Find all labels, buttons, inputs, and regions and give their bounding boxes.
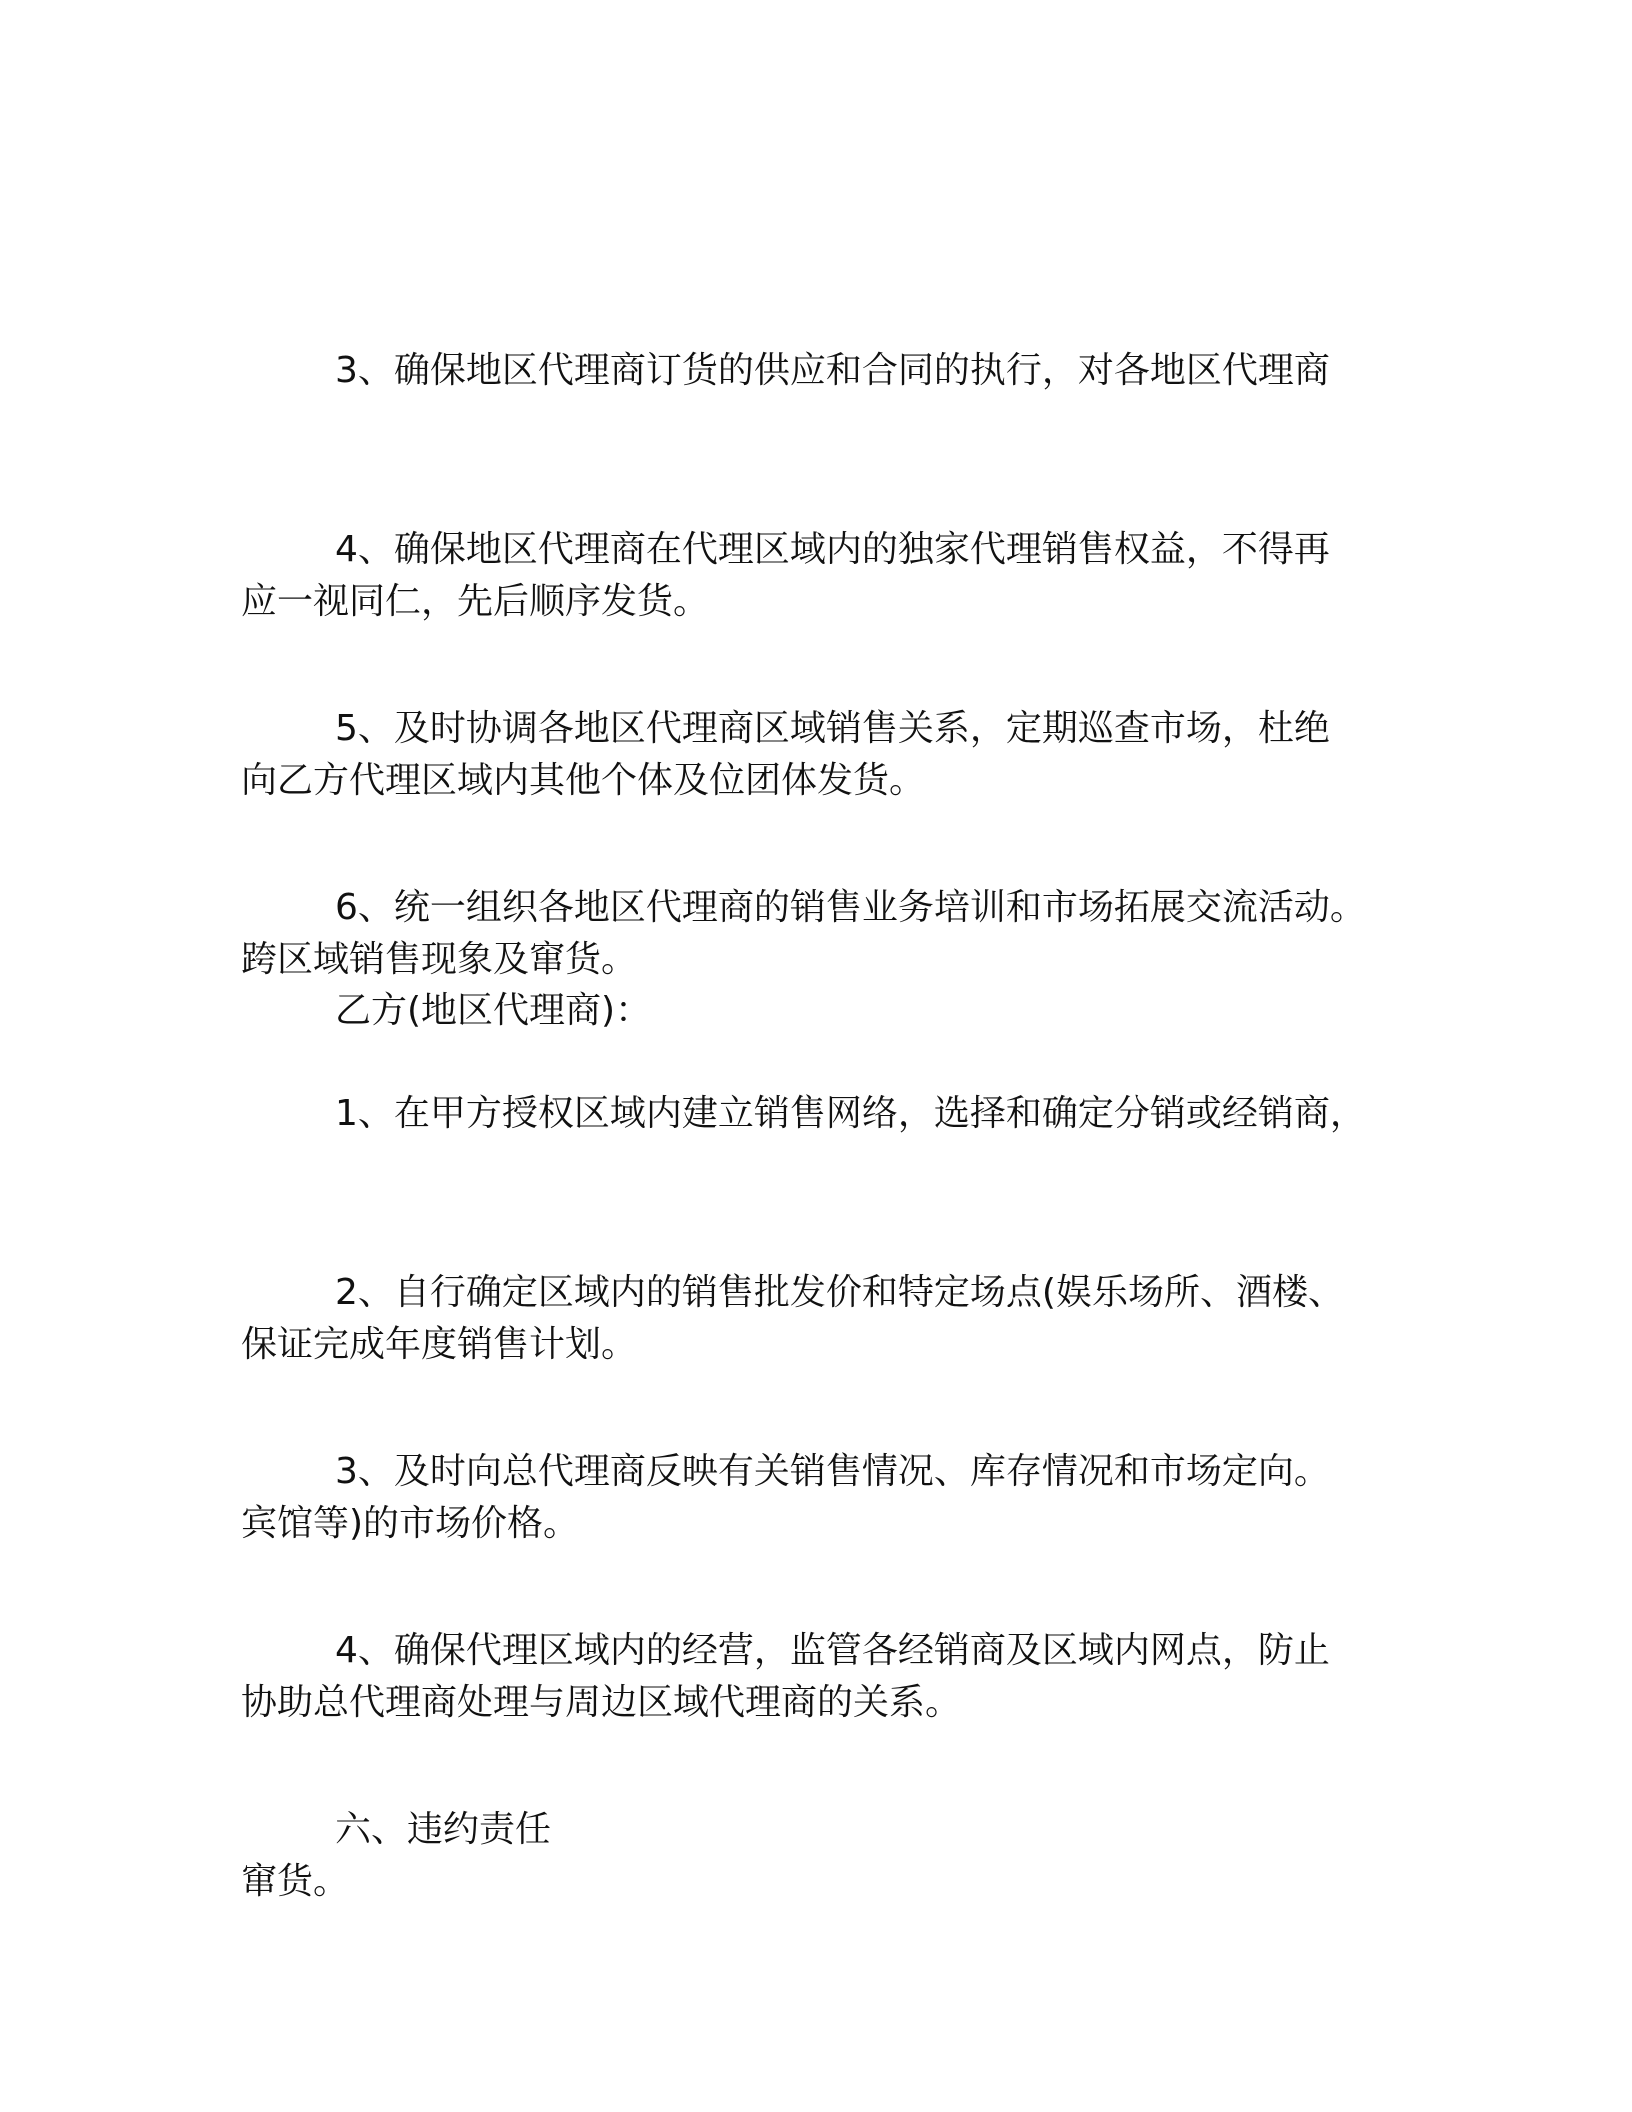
section-heading-breach-liability (241, 1637, 1381, 2022)
paragraph-line: 乙方(地区代理商)： (335, 990, 652, 1031)
paragraph-line: 窜货。 (241, 1861, 350, 1902)
paragraph-line: 协助总代理商处理与周边区域代理商的关系。 (241, 1682, 962, 1723)
paragraph-line: 1、在甲方授权区域内建立销售网络，选择和确定分销或经销商， (335, 1093, 1366, 1134)
paragraph-line: 4、确保地区代理商在代理区域内的独家代理销售权益，不得再 (335, 529, 1330, 570)
paragraph-line: 2、自行确定区域内的销售批发价和特定场点(娱乐场所、酒楼、 (335, 1272, 1344, 1313)
paragraph-line: 向乙方代理区域内其他个体及位团体发货。 (241, 760, 926, 801)
paragraph-line: 6、统一组织各地区代理商的销售业务培训和市场拓展交流活动。 (335, 887, 1366, 928)
paragraph-line: 六、违约责任 (335, 1809, 552, 1850)
paragraph-line: 3、及时向总代理商反映有关销售情况、库存情况和市场定向。 (335, 1451, 1330, 1492)
paragraph-line: 跨区域销售现象及窜货。 (241, 939, 638, 980)
paragraph-line: 保证完成年度销售计划。 (241, 1324, 638, 1365)
paragraph-line: 4、确保代理区域内的经营，监管各经销商及区域内网点，防止 (335, 1630, 1330, 1671)
paragraph-line: 应一视同仁，先后顺序发货。 (241, 581, 710, 622)
paragraph-line: 5、及时协调各地区代理商区域销售关系，定期巡查市场，杜绝 (335, 708, 1330, 749)
paragraph-line: 3、确保地区代理商订货的供应和合同的执行，对各地区代理商 (335, 350, 1330, 391)
paragraph-line: 宾馆等)的市场价格。 (241, 1503, 580, 1544)
